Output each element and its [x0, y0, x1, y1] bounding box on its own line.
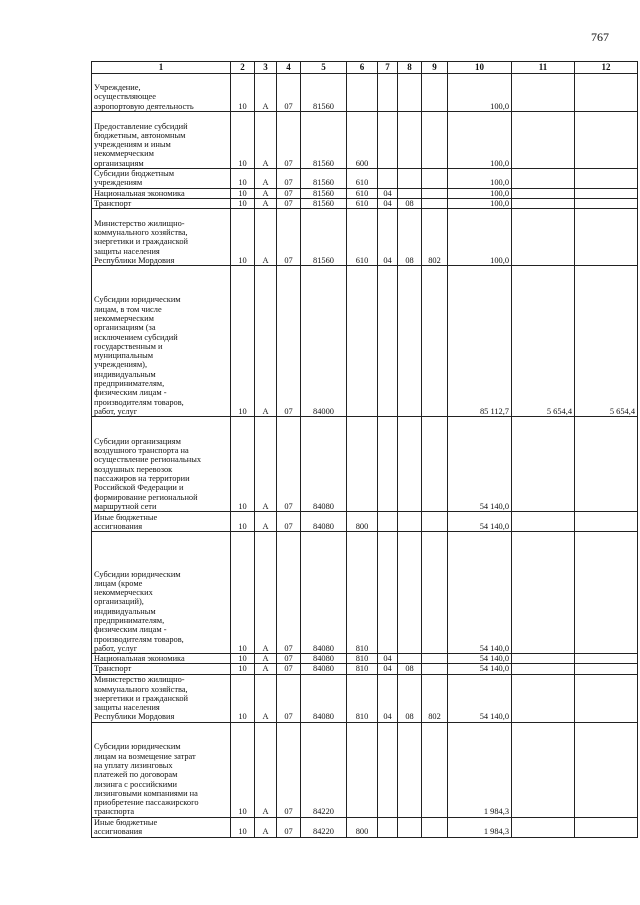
row-name-cell: Субсидии юридическим лицам (кроме некоммерческих организаций), индивидуальным предпринимателям, физическим лицам - производителям товаров, работ, услуг	[92, 532, 231, 654]
cell-col-6	[347, 417, 378, 512]
row-name-cell: Иные бюджетные ассигнования	[92, 512, 231, 532]
table-row	[92, 674, 638, 722]
cell-col-12	[575, 198, 638, 208]
cell-col-12	[575, 417, 638, 512]
column-header-5: 5	[301, 62, 347, 74]
cell-col-9	[422, 664, 448, 674]
cell-col-11	[512, 74, 575, 112]
cell-col-7	[378, 722, 398, 817]
cell-col-4: 07	[277, 169, 301, 189]
page-number: 767	[591, 30, 609, 44]
row-name-cell: Субсидии юридическим лицам на возмещение затрат на уплату лизинговых платежей по договорам лизинга с российскими лизинговыми компаниями на приобретение пассажирского транспорта	[92, 722, 231, 817]
cell-col-5: 84080	[301, 664, 347, 674]
cell-col-11: 5 654,4	[512, 266, 575, 417]
cell-col-3: А	[255, 654, 277, 664]
cell-col-9	[422, 198, 448, 208]
cell-col-7	[378, 266, 398, 417]
row-name-cell: Министерство жилищно- коммунального хозяйства, энергетики и гражданской защиты населения Республики Мордовия	[92, 674, 231, 722]
cell-col-2: 10	[231, 417, 255, 512]
cell-col-5: 84220	[301, 722, 347, 817]
cell-col-9	[422, 112, 448, 169]
cell-col-12	[575, 74, 638, 112]
table-row	[92, 817, 638, 837]
table-row	[92, 664, 638, 674]
cell-col-7: 04	[378, 198, 398, 208]
cell-col-11	[512, 654, 575, 664]
column-header-6: 6	[347, 62, 378, 74]
cell-col-8: 08	[398, 198, 422, 208]
cell-col-2: 10	[231, 674, 255, 722]
cell-col-12	[575, 722, 638, 817]
cell-col-11	[512, 209, 575, 266]
cell-col-12: 5 654,4	[575, 266, 638, 417]
cell-col-8	[398, 512, 422, 532]
cell-col-11	[512, 112, 575, 169]
cell-col-5: 84080	[301, 674, 347, 722]
cell-col-4: 07	[277, 112, 301, 169]
cell-col-4: 07	[277, 654, 301, 664]
cell-col-4: 07	[277, 722, 301, 817]
table-row	[92, 169, 638, 189]
cell-col-12	[575, 674, 638, 722]
cell-col-10: 100,0	[448, 198, 512, 208]
cell-col-8: 08	[398, 674, 422, 722]
row-name-cell: Субсидии юридическим лицам, в том числе некоммерческим организациям (за исключением субсидий государственным и муниципальным учреждениям), индивидуальным предпринимателям, физическим лицам - производителям товаров, работ, услуг	[92, 266, 231, 417]
cell-col-2: 10	[231, 198, 255, 208]
cell-col-4: 07	[277, 266, 301, 417]
cell-col-9: 802	[422, 674, 448, 722]
row-name-cell: Субсидии организациям воздушного транспорта на осуществление региональных воздушных перевозок пассажиров на территории Российской Федерации и формирование региональной маршрутной сети	[92, 417, 231, 512]
cell-col-10: 54 140,0	[448, 417, 512, 512]
cell-col-7	[378, 169, 398, 189]
cell-col-12	[575, 169, 638, 189]
column-header-3: 3	[255, 62, 277, 74]
cell-col-4: 07	[277, 198, 301, 208]
cell-col-8	[398, 817, 422, 837]
table-body	[92, 74, 638, 838]
column-header-1: 1	[92, 62, 231, 74]
cell-col-5: 84080	[301, 417, 347, 512]
row-name-cell: Иные бюджетные ассигнования	[92, 817, 231, 837]
cell-col-8	[398, 722, 422, 817]
cell-col-7	[378, 512, 398, 532]
cell-col-8	[398, 169, 422, 189]
cell-col-7	[378, 74, 398, 112]
table-row	[92, 722, 638, 817]
cell-col-10: 54 140,0	[448, 674, 512, 722]
cell-col-2: 10	[231, 664, 255, 674]
cell-col-4: 07	[277, 512, 301, 532]
cell-col-6: 810	[347, 532, 378, 654]
cell-col-3: А	[255, 169, 277, 189]
cell-col-11	[512, 674, 575, 722]
cell-col-10: 85 112,7	[448, 266, 512, 417]
budget-table	[91, 61, 638, 838]
cell-col-9	[422, 512, 448, 532]
cell-col-11	[512, 664, 575, 674]
cell-col-3: А	[255, 817, 277, 837]
cell-col-9	[422, 532, 448, 654]
cell-col-6: 610	[347, 198, 378, 208]
cell-col-3: А	[255, 532, 277, 654]
cell-col-12	[575, 188, 638, 198]
cell-col-9: 802	[422, 209, 448, 266]
cell-col-4: 07	[277, 188, 301, 198]
cell-col-11	[512, 169, 575, 189]
column-header-12: 12	[575, 62, 638, 74]
cell-col-2: 10	[231, 266, 255, 417]
cell-col-7	[378, 112, 398, 169]
cell-col-7: 04	[378, 654, 398, 664]
cell-col-2: 10	[231, 209, 255, 266]
cell-col-3: А	[255, 512, 277, 532]
row-name-cell: Национальная экономика	[92, 654, 231, 664]
cell-col-6: 610	[347, 209, 378, 266]
cell-col-2: 10	[231, 817, 255, 837]
cell-col-2: 10	[231, 654, 255, 664]
row-name-cell: Национальная экономика	[92, 188, 231, 198]
cell-col-6	[347, 74, 378, 112]
cell-col-5: 81560	[301, 188, 347, 198]
row-name-cell: Предоставление субсидий бюджетным, автономным учреждениям и иным некоммерческим организациям	[92, 112, 231, 169]
cell-col-9	[422, 74, 448, 112]
cell-col-5: 84000	[301, 266, 347, 417]
cell-col-12	[575, 532, 638, 654]
cell-col-6: 610	[347, 169, 378, 189]
cell-col-12	[575, 112, 638, 169]
cell-col-5: 81560	[301, 198, 347, 208]
cell-col-9	[422, 188, 448, 198]
cell-col-10: 100,0	[448, 209, 512, 266]
cell-col-9	[422, 654, 448, 664]
table-row	[92, 112, 638, 169]
cell-col-8	[398, 112, 422, 169]
column-header-4: 4	[277, 62, 301, 74]
cell-col-5: 84220	[301, 817, 347, 837]
cell-col-11	[512, 512, 575, 532]
cell-col-3: А	[255, 74, 277, 112]
cell-col-6: 810	[347, 664, 378, 674]
cell-col-5: 84080	[301, 532, 347, 654]
table-row	[92, 532, 638, 654]
cell-col-9	[422, 722, 448, 817]
cell-col-5: 81560	[301, 112, 347, 169]
cell-col-7: 04	[378, 664, 398, 674]
cell-col-10: 100,0	[448, 188, 512, 198]
cell-col-8	[398, 74, 422, 112]
cell-col-2: 10	[231, 512, 255, 532]
cell-col-2: 10	[231, 74, 255, 112]
table-row	[92, 512, 638, 532]
cell-col-11	[512, 722, 575, 817]
cell-col-5: 81560	[301, 209, 347, 266]
cell-col-3: А	[255, 674, 277, 722]
cell-col-12	[575, 817, 638, 837]
cell-col-8: 08	[398, 209, 422, 266]
cell-col-2: 10	[231, 112, 255, 169]
cell-col-5: 84080	[301, 512, 347, 532]
cell-col-2: 10	[231, 722, 255, 817]
cell-col-3: А	[255, 188, 277, 198]
cell-col-4: 07	[277, 417, 301, 512]
column-header-11: 11	[512, 62, 575, 74]
cell-col-10: 54 140,0	[448, 664, 512, 674]
cell-col-6: 800	[347, 817, 378, 837]
cell-col-5: 81560	[301, 74, 347, 112]
table-row	[92, 209, 638, 266]
cell-col-6: 600	[347, 112, 378, 169]
cell-col-10: 100,0	[448, 169, 512, 189]
cell-col-8	[398, 266, 422, 417]
cell-col-3: А	[255, 209, 277, 266]
cell-col-6	[347, 266, 378, 417]
cell-col-8	[398, 417, 422, 512]
cell-col-5: 81560	[301, 169, 347, 189]
cell-col-12	[575, 209, 638, 266]
cell-col-3: А	[255, 266, 277, 417]
cell-col-10: 1 984,3	[448, 817, 512, 837]
row-name-cell: Транспорт	[92, 198, 231, 208]
cell-col-7: 04	[378, 674, 398, 722]
cell-col-4: 07	[277, 209, 301, 266]
cell-col-4: 07	[277, 664, 301, 674]
cell-col-7	[378, 532, 398, 654]
cell-col-10: 1 984,3	[448, 722, 512, 817]
cell-col-11	[512, 198, 575, 208]
row-name-cell: Транспорт	[92, 664, 231, 674]
cell-col-6	[347, 722, 378, 817]
cell-col-7: 04	[378, 209, 398, 266]
cell-col-3: А	[255, 722, 277, 817]
cell-col-4: 07	[277, 74, 301, 112]
cell-col-11	[512, 188, 575, 198]
table-row	[92, 198, 638, 208]
cell-col-9	[422, 169, 448, 189]
cell-col-2: 10	[231, 188, 255, 198]
cell-col-4: 07	[277, 674, 301, 722]
cell-col-11	[512, 817, 575, 837]
cell-col-8	[398, 532, 422, 654]
cell-col-10: 54 140,0	[448, 654, 512, 664]
cell-col-11	[512, 532, 575, 654]
cell-col-7: 04	[378, 188, 398, 198]
cell-col-8: 08	[398, 664, 422, 674]
cell-col-9	[422, 817, 448, 837]
cell-col-3: А	[255, 112, 277, 169]
table-row	[92, 74, 638, 112]
cell-col-9	[422, 266, 448, 417]
cell-col-3: А	[255, 664, 277, 674]
cell-col-4: 07	[277, 817, 301, 837]
table-row	[92, 654, 638, 664]
column-header-7: 7	[378, 62, 398, 74]
row-name-cell: Министерство жилищно- коммунального хозяйства, энергетики и гражданской защиты населения Республики Мордовия	[92, 209, 231, 266]
cell-col-2: 10	[231, 532, 255, 654]
cell-col-12	[575, 654, 638, 664]
cell-col-8	[398, 188, 422, 198]
cell-col-7	[378, 817, 398, 837]
table-row	[92, 266, 638, 417]
cell-col-6: 810	[347, 654, 378, 664]
cell-col-10: 100,0	[448, 112, 512, 169]
cell-col-11	[512, 417, 575, 512]
cell-col-2: 10	[231, 169, 255, 189]
column-header-9: 9	[422, 62, 448, 74]
table-row	[92, 188, 638, 198]
column-header-2: 2	[231, 62, 255, 74]
cell-col-6: 800	[347, 512, 378, 532]
cell-col-8	[398, 654, 422, 664]
cell-col-10: 100,0	[448, 74, 512, 112]
cell-col-4: 07	[277, 532, 301, 654]
cell-col-6: 810	[347, 674, 378, 722]
row-name-cell: Учреждение, осуществляющее аэропортовую деятельность	[92, 74, 231, 112]
column-header-8: 8	[398, 62, 422, 74]
column-header-10: 10	[448, 62, 512, 74]
cell-col-7	[378, 417, 398, 512]
cell-col-9	[422, 417, 448, 512]
cell-col-12	[575, 664, 638, 674]
cell-col-5: 84080	[301, 654, 347, 664]
row-name-cell: Субсидии бюджетным учреждениям	[92, 169, 231, 189]
cell-col-10: 54 140,0	[448, 512, 512, 532]
cell-col-3: А	[255, 198, 277, 208]
cell-col-10: 54 140,0	[448, 532, 512, 654]
cell-col-3: А	[255, 417, 277, 512]
table-row	[92, 417, 638, 512]
table-header-row	[92, 62, 638, 74]
cell-col-12	[575, 512, 638, 532]
cell-col-6: 610	[347, 188, 378, 198]
